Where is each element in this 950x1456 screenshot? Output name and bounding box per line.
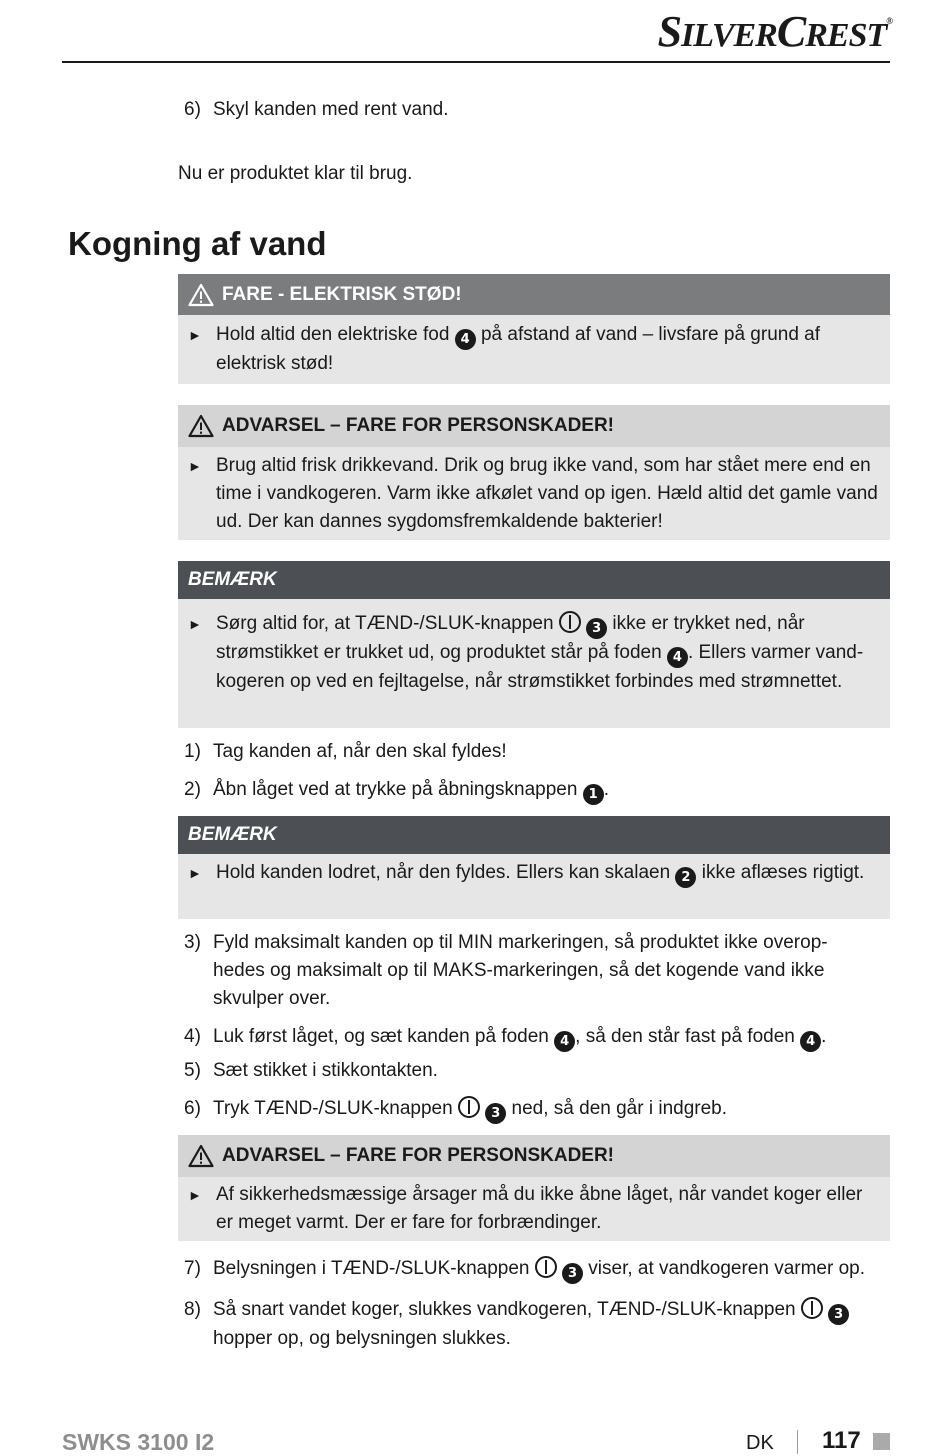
note-box [178,561,890,728]
power-icon [458,1096,480,1118]
danger-box-item: ► Hold altid den elektriske fod 4 på afstand af vand – livsfare på grund af elektrisk stød! [178,315,890,384]
warning-box-title: ADVARSEL – FARE FOR PERSONSKADER! [222,415,615,436]
bullet-arrow-icon: ► [188,1187,202,1203]
ref-number-icon: 3 [562,1263,583,1284]
warning-box [178,1135,890,1241]
ref-number-icon: 4 [667,647,688,668]
bullet-arrow-icon: ► [188,327,202,343]
footer-separator [797,1430,798,1454]
step-7: 7) Belysningen i TÆND-/SLUK-knappen 3 viser, at vandkogeren varmer op. [184,1255,884,1284]
power-icon [535,1256,557,1278]
step-1: 1) Tag kanden af, når den skal fyldes! [184,741,507,762]
footer-model: SWKS 3100 I2 [62,1429,215,1455]
warning-box-item: ► Brug altid frisk drikkevand. Drik og brug ikke vand, som har stået mere end en time i vandkogeren. Varm ikke afkølet vand op igen. Hæld altid det gamle vand ud. Der kan dannes sygdomsfremkaldende bakterier! [178,447,890,542]
ready-text: Nu er produktet klar til brug. [178,163,413,184]
warning-box [178,405,890,540]
ref-number-icon: 4 [554,1031,575,1052]
warning-box-header [178,1135,890,1177]
warning-icon [188,414,214,438]
bullet-arrow-icon: ► [188,616,202,632]
bullet-arrow-icon: ► [188,458,202,474]
ref-number-icon: 3 [485,1103,506,1124]
warning-icon [188,283,214,307]
page-number: 117 [822,1427,861,1454]
danger-box-header [178,274,890,315]
footer-language: DK [746,1432,774,1454]
step-5: 5) Sæt stikket i stikkontakten. [184,1060,438,1081]
step-3: 3) Fyld maksimalt kanden op til MIN markeringen, så produktet ikke overop-hedes og maksimalt op til MAKS-markeringen, så det kogende vand ikke skvulper over. [184,932,828,1009]
note-box-item: ► Sørg altid for, at TÆND-/SLUK-knappen 3 ikke er trykket ned, når strømstikket er trukket ud, og produktet står på foden 4 . Ellers varmer vand-kogeren op ved en fejltagelse, når strømstikket forbindes med strømnettet. [178,599,890,702]
brand-logo: SILVERCREST® [657,7,892,56]
danger-box [178,274,890,384]
step-4: 4) Luk først låget, og sæt kanden på foden 4 , så den står fast på foden 4 . [184,1023,884,1052]
ref-number-icon: 4 [800,1031,821,1052]
note-box-header: BEMÆRK [178,816,890,854]
danger-box-title: FARE - ELEKTRISK STØD! [222,283,462,305]
page-marker-icon [873,1433,890,1450]
ref-number-icon: 3 [828,1304,849,1325]
power-icon [801,1297,823,1319]
ref-number-icon: 3 [586,618,607,639]
step-6: 6) Tryk TÆND-/SLUK-knappen 3 ned, så den går i indgreb. [184,1095,884,1124]
warning-icon [188,1144,214,1168]
power-icon [559,611,581,633]
warning-box-header [178,405,890,447]
warning-box-item: ► Af sikkerhedsmæssige årsager må du ikke åbne låget, når vandet koger eller er meget varmt. Der er fare for forbrændinger. [178,1177,890,1243]
ref-number-icon: 2 [675,867,696,888]
step-2: 2) Åbn låget ved at trykke på åbningsknappen 1 . [184,776,884,805]
step-6-rinse: 6) Skyl kanden med rent vand. [184,99,449,120]
header-rule [62,61,890,63]
note-box-item: ► Hold kanden lodret, når den fyldes. Ellers kan skalaen 2 ikke aflæses rigtigt. [178,854,890,894]
step-8: 8) Så snart vandet koger, slukkes vandkogeren, TÆND-/SLUK-knappen 3 hopper op, og belysningen slukkes. [184,1296,874,1353]
ref-number-icon: 1 [583,784,604,805]
ref-number-icon: 4 [455,329,476,350]
note-box [178,816,890,919]
section-title: Kogning af vand [68,225,327,262]
note-box-header: BEMÆRK [178,561,890,599]
bullet-arrow-icon: ► [188,865,202,881]
warning-box-title: ADVARSEL – FARE FOR PERSONSKADER! [222,1145,615,1166]
